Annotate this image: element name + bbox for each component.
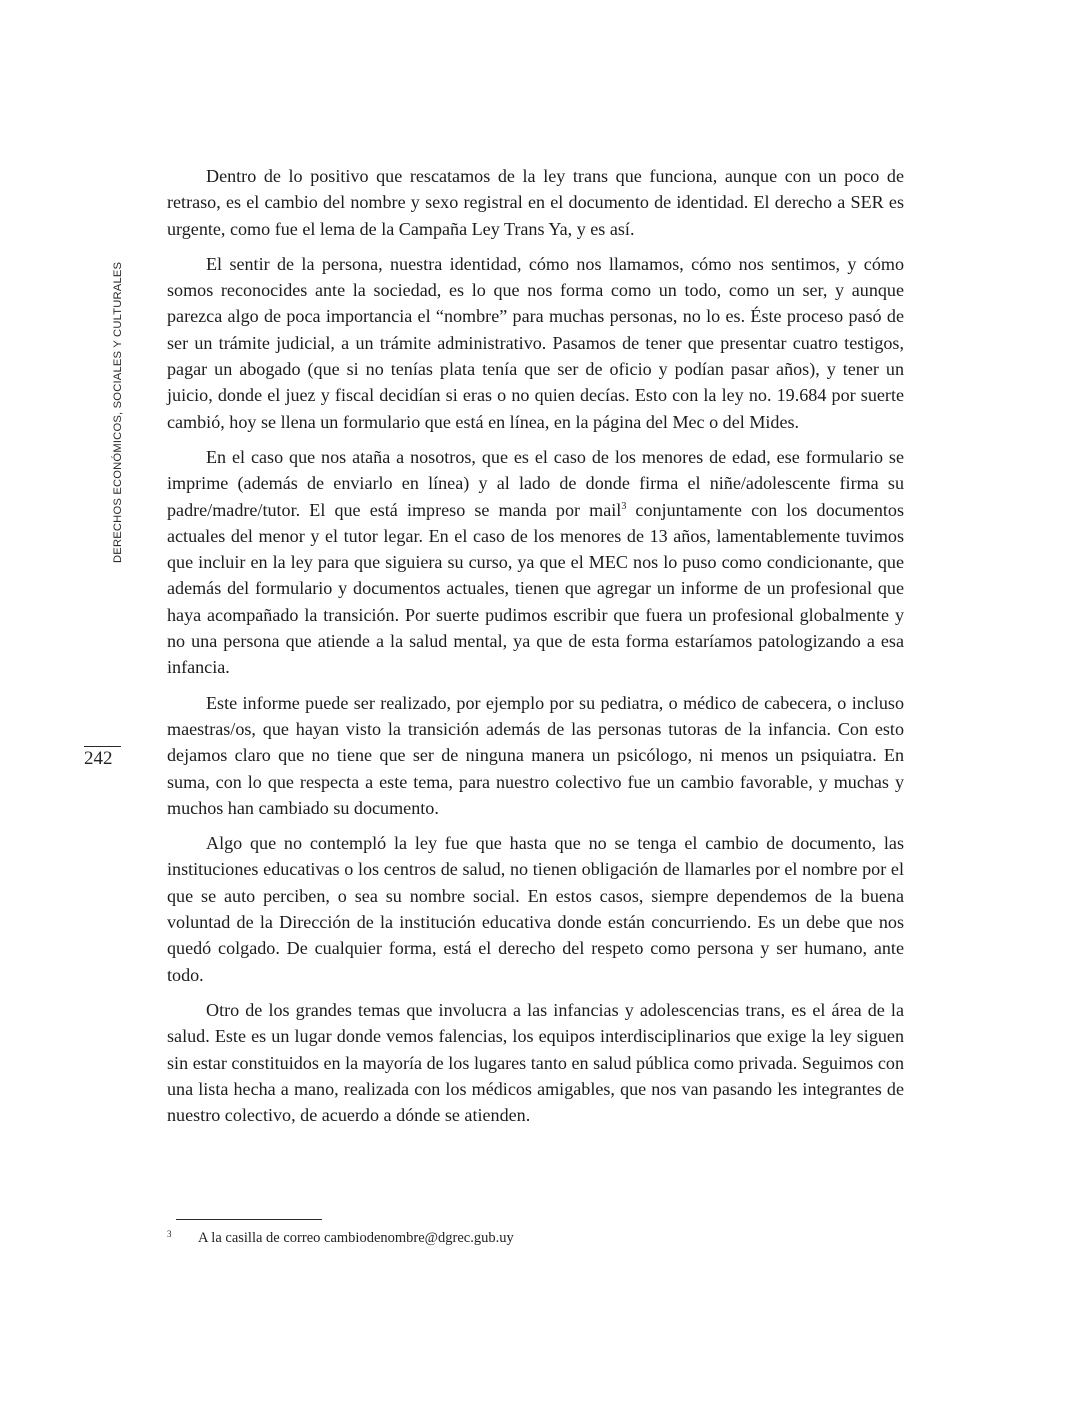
footnote bbox=[167, 1228, 904, 1248]
running-header-text: DERECHOS ECONÓMICOS, SOCIALES Y CULTURALES bbox=[112, 261, 124, 563]
paragraph: Otro de los grandes temas que involucra a las infancias y adolescencias trans, es el área de la salud. Este es un lugar donde vemos falencias, los equipos interdisciplinarios que exige la ley siguen sin estar constituidos en la mayoría de los lugares tanto en salud pública como privada. Seguimos con una lista hecha a mano, realizada con los médicos amigables, que nos van pasando les integrantes de nuestro colectivo, de acuerdo a dónde se atienden. bbox=[167, 999, 904, 1126]
paragraph-text: En el caso que nos ataña a nosotros, que es el caso de los menores de edad, ese formulario se imprime (además de enviarlo en línea) y al lado de donde firma el niñe/adolescente firma su padre/madre/tutor. El que está impreso se manda por mail bbox=[167, 446, 904, 520]
paragraph: Algo que no contempló la ley fue que hasta que no se tenga el cambio de documento, las instituciones educativas o los centros de salud, no tienen obligación de llamarles por el nombre por el que se auto perciben, o sea su nombre social. En estos casos, siempre dependemos de la buena voluntad de la Dirección de la institución educativa donde están concurriendo. Es un debe que nos quedó colgado. De cualquier forma, está el derecho del respeto como persona y ser humano, ante todo. bbox=[167, 833, 904, 985]
body-text bbox=[167, 163, 904, 1137]
page-number-rule bbox=[84, 746, 121, 747]
running-header bbox=[98, 245, 124, 565]
page-number: 242 bbox=[84, 748, 113, 769]
paragraph: Dentro de lo positivo que rescatamos de la ley trans que funciona, aunque con un poco de retraso, es el cambio del nombre y sexo registral en el documento de identidad. El derecho a SER es urgente, como fue el lema de la Campaña Ley Trans Ya, y es así. bbox=[167, 166, 904, 239]
paragraph: El sentir de la persona, nuestra identidad, cómo nos llamamos, cómo nos sentimos, y cómo somos reconocides ante la sociedad, es lo que nos forma como un todo, como un ser, y aunque parezca algo de poca importancia el “nombre” para muchas personas, no lo es. Éste proceso pasó de ser un trámite judicial, a un trámite administrativo. Pasamos de tener que presentar cuatro testigos, pagar un abogado (que si no tenías plata tenía que ser de oficio y podían pasar años), y tener un juicio, donde el juez y fiscal decidían si eras o no quien decías. Esto con la ley no. 19.684 por suerte cambió, hoy se llena un formulario que está en línea, en la página del Mec o del Mides. bbox=[167, 253, 904, 432]
paragraph bbox=[167, 444, 904, 681]
footnote-reference[interactable]: 3 bbox=[621, 500, 627, 512]
paragraph-text: conjuntamente con los documentos actuales del menor y el tutor legar. En el caso de los menores de 13 años, lamentablemente tuvimos que incluir en la ley para que siguiera su curso, ya que el MEC nos lo puso como condicionante, que además del formulario y documentos actuales, tienen que agregar un informe de un profesional que haya acompañado la transición. Por suerte pudimos escribir que fuera un profesional globalmente y no una persona que atiende a la salud mental, ya que de esta forma estaríamos patologizando a esa infancia. bbox=[167, 499, 904, 678]
footnote-rule bbox=[176, 1219, 322, 1220]
footnote-text: A la casilla de correo cambiodenombre@dgrec.gub.uy bbox=[198, 1230, 514, 1246]
footnote-mark: 3 bbox=[167, 1229, 172, 1239]
paragraph: Este informe puede ser realizado, por ejemplo por su pediatra, o médico de cabecera, o incluso maestras/os, que hayan visto la transición además de las personas tutoras de la infancia. Con esto dejamos claro que no tiene que ser de ninguna manera un psicólogo, ni menos un psiquiatra. En suma, con lo que respecta a este tema, para nuestro colectivo fue un cambio favorable, y muchas y muchos han cambiado su documento. bbox=[167, 692, 904, 818]
